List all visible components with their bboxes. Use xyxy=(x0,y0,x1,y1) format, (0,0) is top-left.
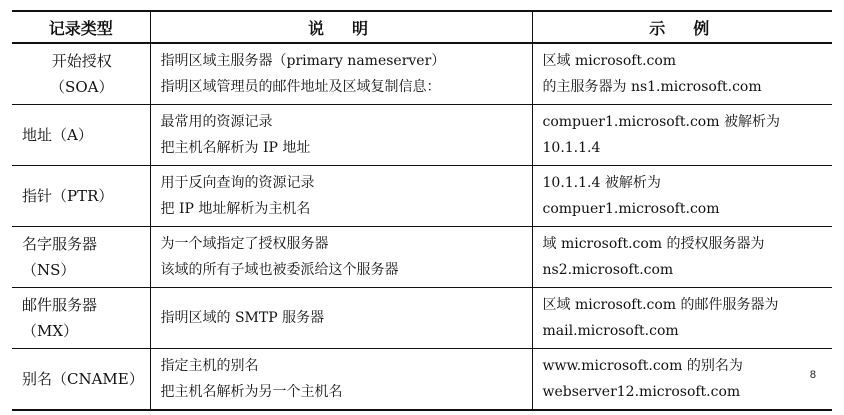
example-line: mail.microsoft.com xyxy=(542,323,679,339)
description-line: 把 IP 地址解析为主机名 xyxy=(160,201,311,217)
record-type-line: 名字服务器 xyxy=(22,235,98,253)
dns-record-table xyxy=(12,10,832,411)
table-row xyxy=(12,227,832,288)
table-row xyxy=(12,166,832,227)
example-line: 10.1.1.4 被解析为 xyxy=(542,175,661,191)
record-type-line: 邮件服务器 xyxy=(22,296,98,314)
description-cell xyxy=(150,227,532,288)
example-line: compuer1.microsoft.com xyxy=(542,201,720,217)
table-header-row xyxy=(12,11,832,43)
description-line: 该域的所有子域也被委派给这个服务器 xyxy=(160,262,399,278)
example-line: www.microsoft.com 的别名为 xyxy=(542,358,743,374)
example-cell xyxy=(532,43,832,105)
example-line: 域 microsoft.com 的授权服务器为 xyxy=(542,236,765,252)
record-type-cell xyxy=(12,166,150,227)
example-cell xyxy=(532,105,832,166)
page-number: 8 xyxy=(809,369,816,381)
description-line: 指定主机的别名 xyxy=(160,358,259,374)
description-line: 用于反向查询的资源记录 xyxy=(160,175,315,191)
example-cell xyxy=(532,166,832,227)
record-type-cell xyxy=(12,105,150,166)
table-row xyxy=(12,43,832,105)
description-cell xyxy=(150,349,532,411)
description-cell xyxy=(150,105,532,166)
record-type-line: 别名（CNAME） xyxy=(22,370,144,388)
record-type-line: （NS） xyxy=(22,261,76,279)
example-line: 10.1.1.4 xyxy=(542,140,601,156)
description-cell xyxy=(150,288,532,349)
table-body xyxy=(12,43,832,410)
record-type-cell xyxy=(12,288,150,349)
description-line: 最常用的资源记录 xyxy=(160,114,273,130)
record-type-line: 开始授权 xyxy=(51,52,112,70)
description-line: 指明区域主服务器（primary nameserver） xyxy=(160,53,446,69)
description-line: 为一个域指定了授权服务器 xyxy=(160,236,329,252)
description-line: 把主机名解析为 IP 地址 xyxy=(160,140,311,156)
example-cell xyxy=(532,288,832,349)
example-cell xyxy=(532,349,832,411)
example-cell xyxy=(532,227,832,288)
record-type-line: 地址（A） xyxy=(22,126,93,144)
example-line: 区域 microsoft.com 的邮件服务器为 xyxy=(542,297,779,313)
record-type-cell xyxy=(12,43,150,105)
header-description: 说 明 xyxy=(150,11,532,43)
record-type-line: 指针（PTR） xyxy=(22,187,114,205)
table-row xyxy=(12,349,832,411)
record-type-line: （MX） xyxy=(22,322,79,340)
dns-record-table-page xyxy=(12,10,832,405)
header-record-type: 记录类型 xyxy=(12,11,150,43)
example-line: ns2.microsoft.com xyxy=(542,262,674,278)
table-row xyxy=(12,105,832,166)
header-example: 示 例 xyxy=(532,11,832,43)
example-line: 区域 microsoft.com xyxy=(542,53,677,69)
description-line: 把主机名解析为另一个主机名 xyxy=(160,384,343,400)
table-row xyxy=(12,288,832,349)
description-cell xyxy=(150,166,532,227)
example-line: webserver12.microsoft.com xyxy=(542,384,741,400)
record-type-cell xyxy=(12,227,150,288)
description-line: 指明区域管理员的邮件地址及区域复制信息： xyxy=(160,79,441,95)
description-line: 指明区域的 SMTP 服务器 xyxy=(160,310,325,326)
record-type-cell xyxy=(12,349,150,411)
example-line: compuer1.microsoft.com 被解析为 xyxy=(542,114,780,130)
record-type-line: （SOA） xyxy=(50,78,114,96)
example-line: 的主服务器为 ns1.microsoft.com xyxy=(542,79,762,95)
description-cell xyxy=(150,43,532,105)
